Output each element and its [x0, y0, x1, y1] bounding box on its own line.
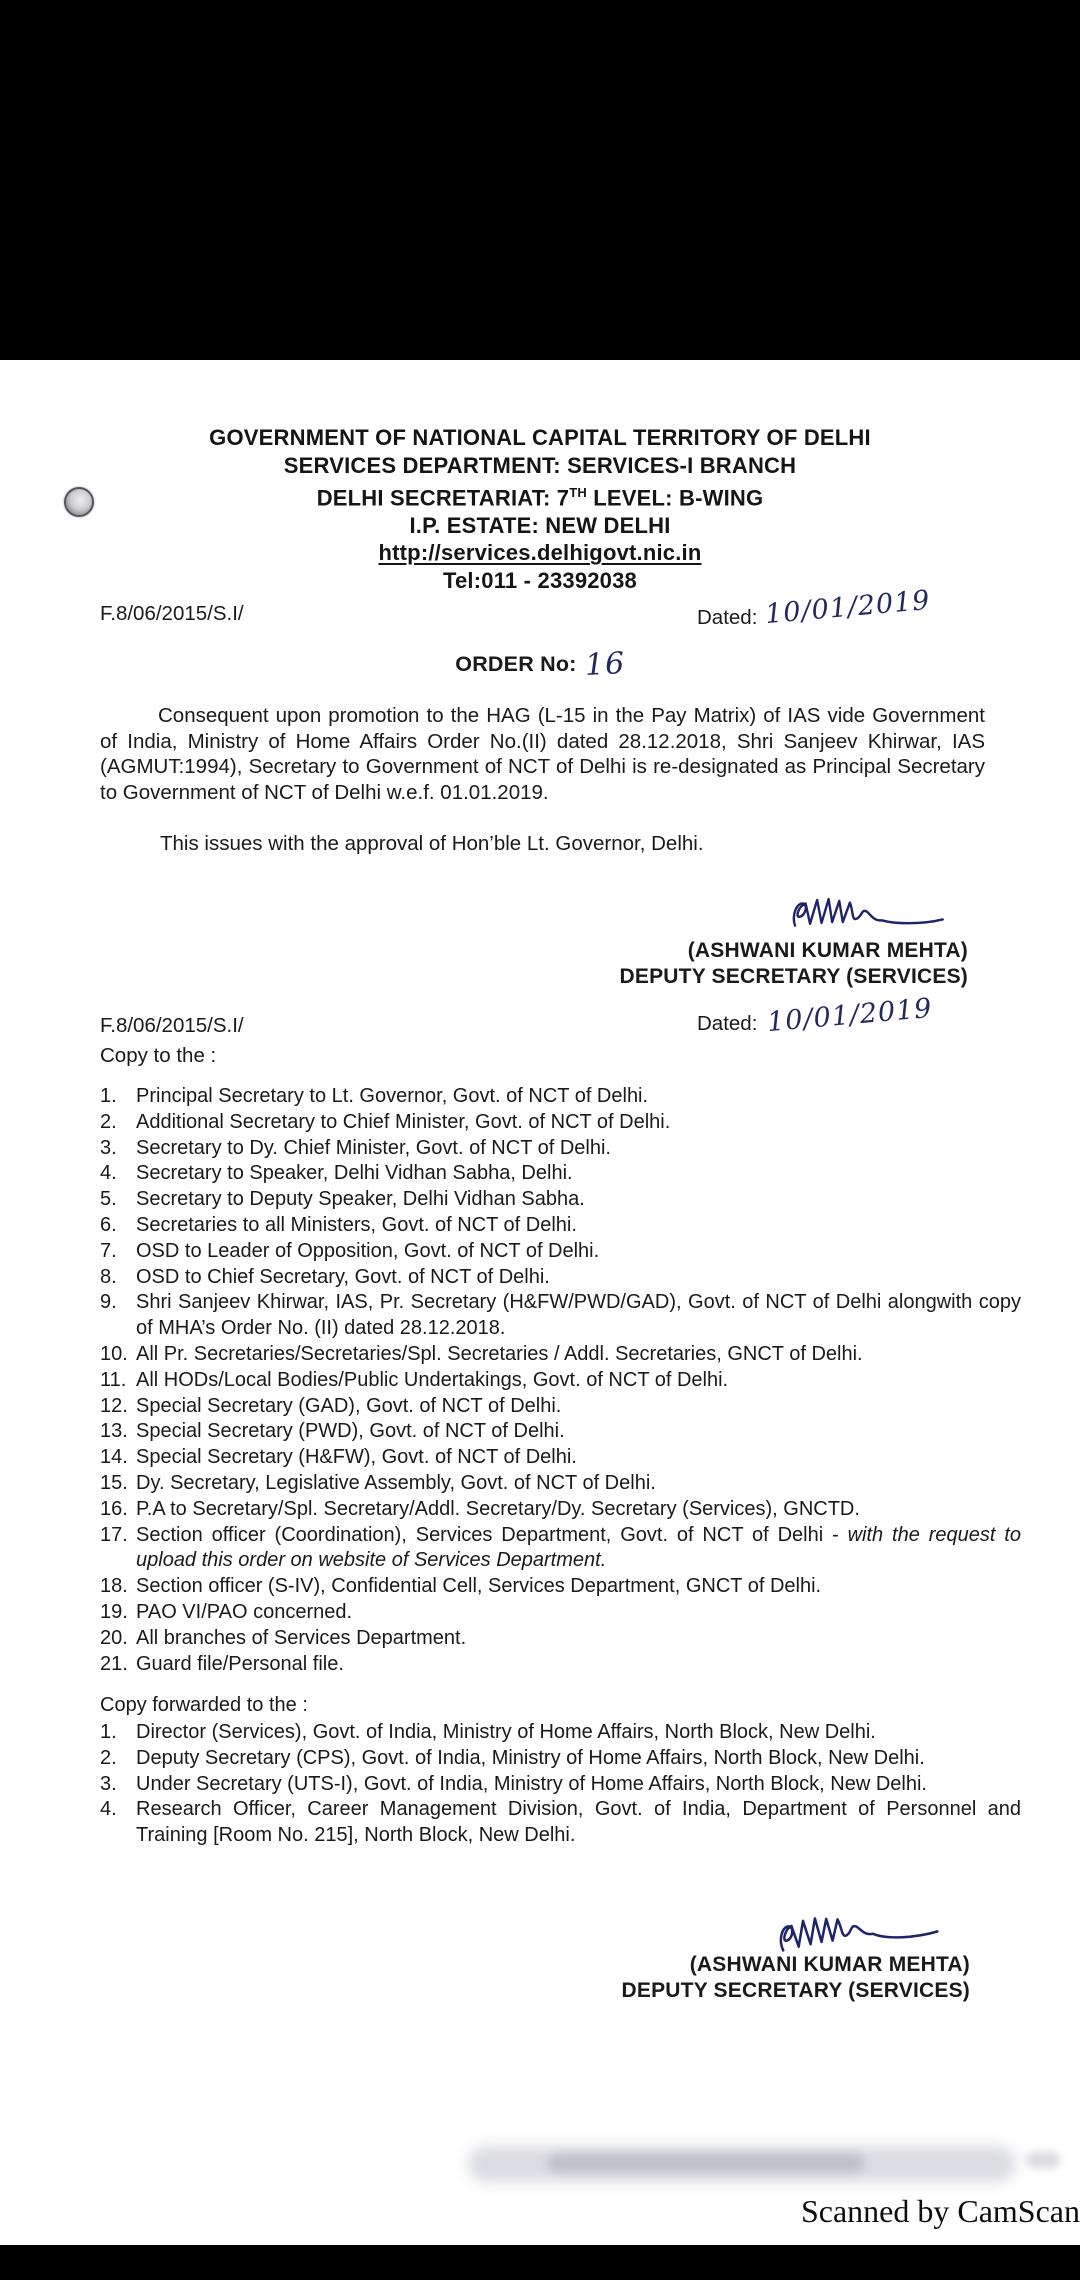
handwritten-date: 10/01/2019: [766, 992, 935, 1039]
signatory-name: (ASHWANI KUMAR MEHTA): [687, 939, 968, 962]
list-item: All Pr. Secretaries/Secretaries/Spl. Secretaries / Addl. Secretaries, GNCT of Delhi.: [136, 1342, 863, 1365]
list-item: Special Secretary (PWD), Govt. of NCT of Delhi.: [136, 1420, 565, 1443]
signature-block-2: [622, 1902, 970, 2004]
dated-line: [697, 584, 933, 631]
list-item: Additional Secretary to Chief Minister, Govt. of NCT of Delhi.: [136, 1110, 671, 1133]
list-item: Dy. Secretary, Legislative Assembly, Govt. of NCT of Delhi.: [136, 1471, 656, 1494]
dated-label: Dated:: [697, 606, 758, 629]
camscanner-credit: Scanned by CamScan: [800, 2193, 1080, 2229]
dated-line-copy-section: [697, 992, 935, 1039]
order-body-paragraph: Consequent upon promotion to the HAG (L-15 in the Pay Matrix) of IAS vide Government of India, Ministry of Home Affairs Order No.(II) dated 28.12.2018, Shri Sanjeev Khirwar, IAS (AGMUT:1994), Secretary to Government of NCT of Delhi is re-designated as Principal Secretary to Government of NCT of Delhi w.e.f. 01.01.2019.: [100, 704, 985, 804]
copy-forwarded-heading: Copy forwarded to the :: [100, 1694, 308, 1716]
scan-black-bar-bottom: [0, 2245, 1080, 2280]
forwarded-distribution-list: [100, 1720, 1021, 1849]
letterhead: [0, 424, 1080, 594]
scan-smudge: [548, 2154, 864, 2172]
dated-label: Dated:: [697, 1012, 758, 1035]
copy-to-heading: Copy to the :: [100, 1044, 217, 1067]
superscript-th: TH: [569, 485, 587, 500]
list-item: All branches of Services Department.: [136, 1626, 467, 1649]
list-item: Shri Sanjeev Khirwar, IAS, Pr. Secretary (H&FW/PWD/GAD), Govt. of NCT of Delhi alongwith copy of MHA’s Order No. (II) dated 28.12.2018.: [136, 1291, 1021, 1340]
letterhead-estate-line: I.P. ESTATE: NEW DELHI: [409, 512, 671, 538]
letterhead-department-line: SERVICES DEPARTMENT: SERVICES-I BRANCH: [283, 452, 797, 478]
list-item: P.A to Secretary/Spl. Secretary/Addl. Secretary/Dy. Secretary (Services), GNCTD.: [136, 1497, 860, 1520]
file-number: F.8/06/2015/S.I/: [100, 602, 244, 625]
file-number-copy-section: F.8/06/2015/S.I/: [100, 1014, 244, 1037]
order-no-label: ORDER No:: [455, 652, 577, 676]
list-item: Director (Services), Govt. of India, Ministry of Home Affairs, North Block, New Delhi.: [136, 1721, 876, 1743]
list-item: Special Secretary (GAD), Govt. of NCT of Delhi.: [136, 1394, 562, 1417]
signatory-designation: DEPUTY SECRETARY (SERVICES): [619, 965, 968, 988]
list-item: PAO VI/PAO concerned.: [136, 1600, 353, 1623]
telephone-line: Tel:011 - 23392038: [442, 567, 637, 593]
list-item: Secretary to Speaker, Delhi Vidhan Sabha, Delhi.: [136, 1162, 573, 1185]
list-item: Section officer (S-IV), Confidential Cell, Services Department, GNCT of Delhi.: [136, 1575, 822, 1598]
list-item: OSD to Leader of Opposition, Govt. of NCT of Delhi.: [136, 1239, 600, 1262]
handwritten-order-number: 16: [583, 645, 626, 684]
scan-black-bar-top: [0, 0, 1080, 360]
list-item: Deputy Secretary (CPS), Govt. of India, Ministry of Home Affairs, North Block, New Delhi.: [136, 1746, 925, 1769]
letterhead-government-line: GOVERNMENT OF NATIONAL CAPITAL TERRITORY OF DELHI: [209, 425, 871, 450]
approval-paragraph: This issues with the approval of Hon’ble Lt. Governor, Delhi.: [160, 832, 704, 855]
list-item: All HODs/Local Bodies/Public Undertakings, Govt. of NCT of Delhi.: [136, 1368, 729, 1391]
handwritten-date: 10/01/2019: [764, 584, 933, 631]
signatory-name: (ASHWANI KUMAR MEHTA): [689, 1953, 970, 1976]
list-item: Principal Secretary to Lt. Governor, Govt. of NCT of Delhi.: [136, 1085, 649, 1107]
letterhead-secretariat-line: DELHI SECRETARIAT: 7TH LEVEL: B-WING: [316, 485, 764, 511]
list-item: Secretary to Dy. Chief Minister, Govt. of NCT of Delhi.: [136, 1136, 611, 1159]
signatory-designation: DEPUTY SECRETARY (SERVICES): [621, 1979, 970, 2002]
list-item: Research Officer, Career Management Division, Govt. of India, Department of Personnel and Training [Room No. 215], North Block, New Delhi.: [136, 1798, 1021, 1847]
list-item: OSD to Chief Secretary, Govt. of NCT of Delhi.: [136, 1265, 550, 1288]
list-item: Secretary to Deputy Speaker, Delhi Vidhan Sabha.: [136, 1188, 585, 1211]
list-item: Secretaries to all Ministers, Govt. of NCT of Delhi.: [136, 1213, 577, 1236]
list-item: Special Secretary (H&FW), Govt. of NCT of Delhi.: [136, 1446, 577, 1469]
signature-scribble: [778, 892, 958, 938]
list-item: Under Secretary (UTS-I), Govt. of India, Ministry of Home Affairs, North Block, New Delhi.: [136, 1772, 927, 1795]
list-item: Section officer (Coordination), Services Department, Govt. of NCT of Delhi - with the request to upload this order on website of Services Department.: [136, 1523, 1021, 1572]
scan-smudge: [1026, 2152, 1060, 2168]
copy-distribution-list: [100, 1084, 1021, 1677]
order-number-heading: [0, 644, 1080, 684]
list-item: Guard file/Personal file.: [136, 1652, 344, 1675]
website-link: http://services.delhigovt.nic.in: [378, 540, 702, 566]
signature-block-1: [620, 892, 968, 990]
